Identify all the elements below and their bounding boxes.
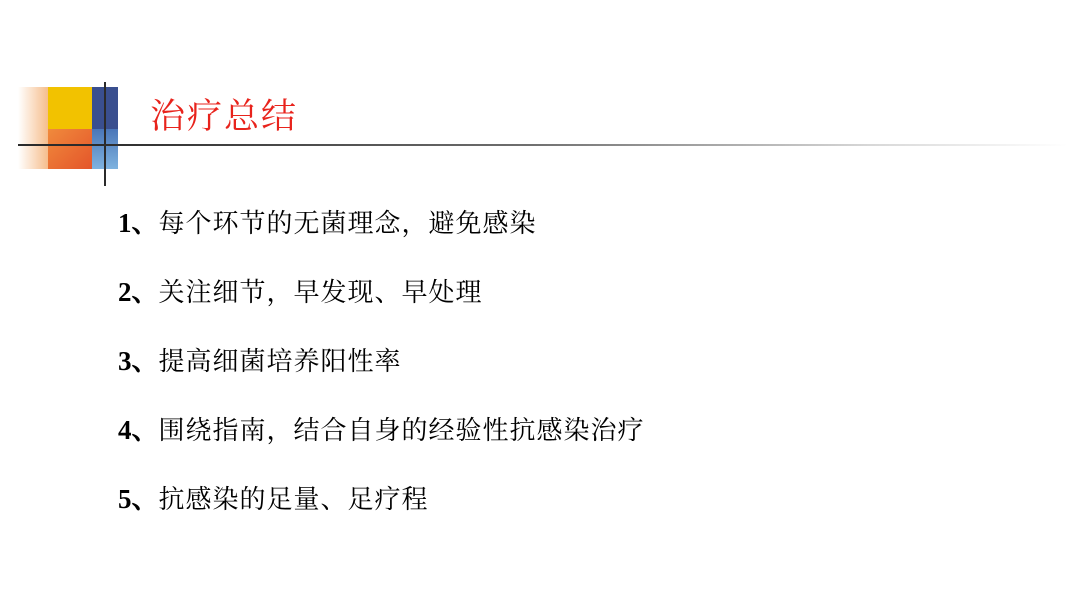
logo-vertical-rule — [104, 82, 106, 186]
list-item — [118, 275, 1018, 310]
summary-list — [118, 206, 1018, 551]
list-item-text: 每个环节的无菌理念，避免感染 — [158, 209, 537, 238]
list-item-number: 1、 — [118, 208, 159, 238]
logo-orange-square — [48, 129, 92, 169]
list-item-text: 关注细节，早发现、早处理 — [158, 278, 483, 307]
decorative-logo-mark — [18, 82, 138, 186]
list-item-number: 3、 — [118, 346, 159, 376]
list-item-number: 5、 — [118, 484, 159, 514]
list-item — [118, 413, 1018, 448]
list-item-text: 围绕指南，结合自身的经验性抗感染治疗 — [158, 416, 645, 445]
slide-title: 治疗总结 — [150, 97, 299, 136]
list-item — [118, 206, 1018, 241]
title-underline-rule — [88, 144, 1068, 146]
logo-yellow-square — [48, 87, 92, 129]
list-item-number: 2、 — [118, 277, 159, 307]
list-item-number: 4、 — [118, 415, 159, 445]
list-item-text: 提高细菌培养阳性率 — [158, 347, 402, 376]
slide-title-container — [150, 94, 1050, 140]
list-item — [118, 344, 1018, 379]
logo-gradient-block — [18, 87, 48, 169]
list-item-text: 抗感染的足量、足疗程 — [158, 485, 429, 514]
list-item — [118, 482, 1018, 517]
